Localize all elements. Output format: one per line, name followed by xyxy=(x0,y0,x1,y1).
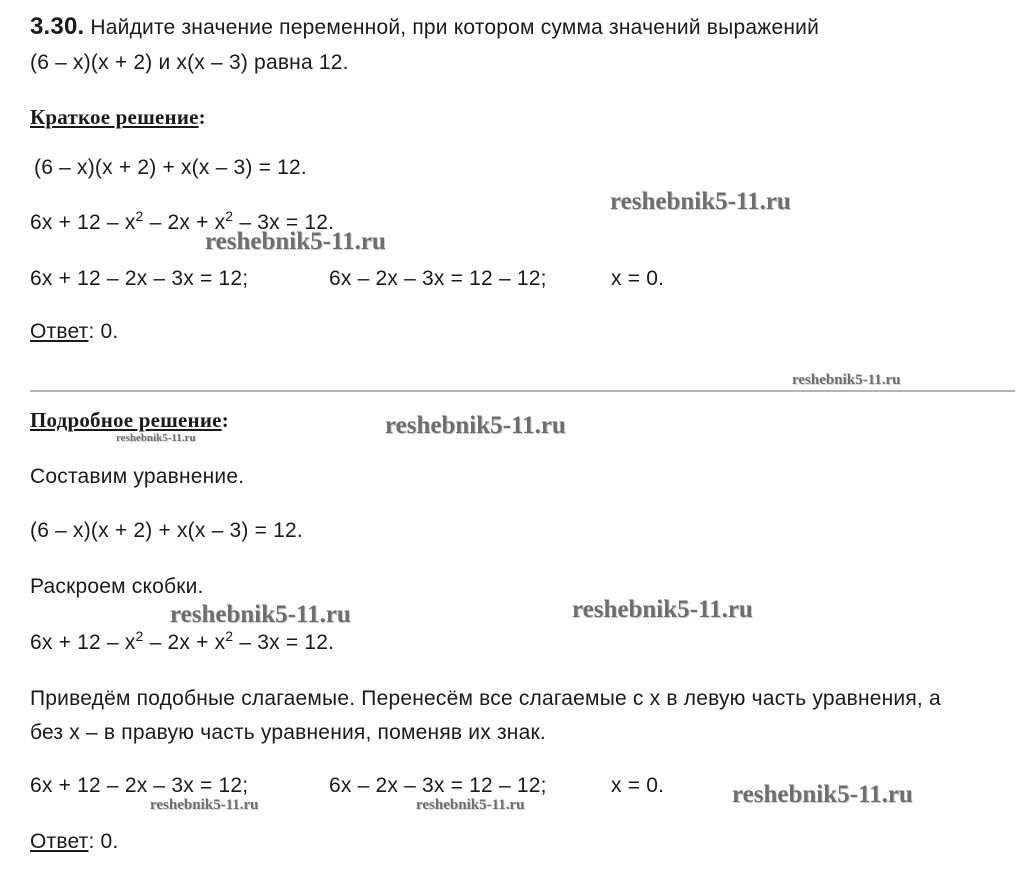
section-divider xyxy=(30,390,1015,392)
problem-statement-line-1 xyxy=(30,14,819,41)
exponent: 2 xyxy=(225,628,234,644)
answer-label: Ответ xyxy=(30,830,89,853)
eq-part: 6x + 12 – x xyxy=(30,211,136,234)
watermark: reshebnik5-11.ru xyxy=(385,412,566,439)
detailed-solution-heading xyxy=(30,407,229,433)
watermark: reshebnik5-11.ru xyxy=(150,797,259,813)
eq-step: 6x – 2x – 3x = 12 – 12; xyxy=(329,267,547,290)
eq-part: 6x + 12 – x xyxy=(30,631,136,654)
exponent: 2 xyxy=(225,208,234,224)
heading-colon: : xyxy=(221,408,229,432)
problem-statement-line-2: (6 – x)(x + 2) и x(x – 3) равна 12. xyxy=(30,51,349,74)
watermark: reshebnik5-11.ru xyxy=(170,601,351,628)
eq-part: – 2x + x xyxy=(143,211,226,234)
eq-part: – 2x + x xyxy=(143,631,226,654)
watermark: reshebnik5-11.ru xyxy=(732,781,913,808)
detailed-equation-2 xyxy=(30,630,334,656)
short-solution-title: Краткое решение xyxy=(30,105,199,129)
short-solution-heading xyxy=(30,104,206,130)
watermark: reshebnik5-11.ru xyxy=(610,188,791,215)
exponent: 2 xyxy=(135,208,144,224)
watermark: reshebnik5-11.ru xyxy=(792,372,901,388)
exponent: 2 xyxy=(135,628,144,644)
problem-text: Найдите значение переменной, при котором сумма значений выражений xyxy=(90,16,820,39)
eq-step: 6x + 12 – 2x – 3x = 12; xyxy=(30,267,249,290)
detailed-equation-1: (6 – x)(x + 2) + x(x – 3) = 12. xyxy=(30,519,303,542)
answer-value: : 0. xyxy=(88,320,119,343)
problem-number: 3.30. xyxy=(30,13,85,40)
watermark: reshebnik5-11.ru xyxy=(416,797,525,813)
watermark: reshebnik5-11.ru xyxy=(116,432,196,444)
eq-part: – 3x = 12. xyxy=(233,631,335,654)
short-equation-1: (6 – x)(x + 2) + x(x – 3) = 12. xyxy=(34,156,307,179)
eq-step: 6x – 2x – 3x = 12 – 12; xyxy=(329,774,547,797)
detailed-step-1: Составим уравнение. xyxy=(30,465,245,488)
heading-colon: : xyxy=(198,105,206,129)
detailed-step-2: Раскроем скобки. xyxy=(30,575,204,598)
detailed-step-3-line-2: без x – в правую часть уравнения, поменяв их знак. xyxy=(30,721,546,744)
detailed-solution-title: Подробное решение xyxy=(30,408,222,432)
watermark: reshebnik5-11.ru xyxy=(572,596,753,623)
detailed-equation-3 xyxy=(30,773,664,799)
answer-label: Ответ xyxy=(30,320,89,343)
detailed-answer xyxy=(30,829,118,855)
eq-result: x = 0. xyxy=(611,267,665,290)
detailed-step-3-line-1: Приведём подобные слагаемые. Перенесём все слагаемые с x в левую часть уравнения, а xyxy=(30,687,941,710)
eq-result: x = 0. xyxy=(611,774,665,797)
eq-part: – 3x = 12. xyxy=(233,211,335,234)
short-equation-3 xyxy=(30,266,664,292)
watermark: reshebnik5-11.ru xyxy=(205,228,386,255)
short-answer xyxy=(30,319,118,345)
answer-value: : 0. xyxy=(88,830,119,853)
eq-step: 6x + 12 – 2x – 3x = 12; xyxy=(30,774,249,797)
